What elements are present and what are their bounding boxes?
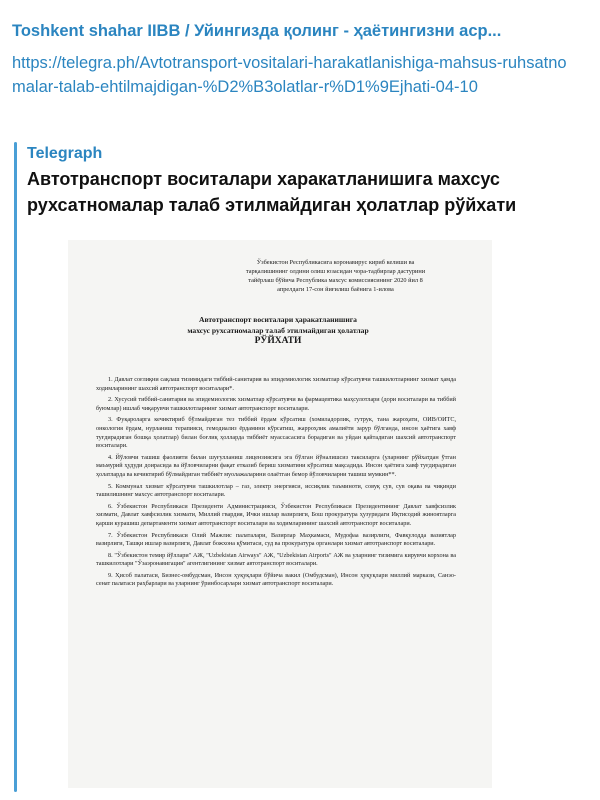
message-title[interactable]: Toshkent shahar IIBB / Уйингизда қолинг - ҳаётингизни аср... bbox=[12, 22, 502, 40]
document-item: 8. "Ўзбекистон темир йўллари" АЖ, "Uzbekistan Airways" АЖ, "Uzbekistan Airports" АЖ ва уларнинг тизимига кирувчи корхона ва ташкилотлари "Ўзаэронавигация" агентлигининг хизмат автотранспорт воситалари. bbox=[96, 551, 456, 568]
document-item: 4. Йўловчи ташиш фаолияти билан шуғулланиш лицензиясига эга бўлган йўналишсиз таксиларга (уларнинг рўйхатдан ўтган маъмурий ҳудуди доирасида ва йўловчиларни фақат етказиб бериш хизматини кўрсатиш мақсадида. Инсон ҳаётига хавф туғдирадиган ҳолатларда ва кечиктириб бўлмайдиган тиббиёт муолажаларини олаётган бемор йўловчиларни ташиш мумкин**. bbox=[96, 453, 456, 478]
document-title-line-1: Автотранспорт воситалари ҳаракатланишига bbox=[199, 315, 357, 324]
document-body bbox=[96, 376, 456, 592]
document-item: 2. Хусусий тиббий-санитария ва эпидемиологик хизматлар кўрсатувчи ва фармацевтика маҳсулотлари (дори воситалари ва тиббий буюмлар) ишлаб чиқарувчи ташкилотларнинг хизмат автотранспорт воситалари. bbox=[96, 396, 456, 412]
document-title-line-3: РЎЙХАТИ bbox=[254, 336, 302, 346]
document-item: 6. Ўзбекистон Республикаси Президенти Администрацияси, Ўзбекистон Республикаси Президентининг Давлат хавфсизлик хизмати, Давлат хавфсизлик хизмати, Миллий гвардия, Ички ишлар вазирлиги, Бош прокуратура ҳузуридаги Иқтисодий жиноятларга қарши курашиш департаменти хизмат автотранспорт воситалари ва ходимларининг шахсий автотранспорт воситалари. bbox=[96, 502, 456, 527]
link-preview-accent-bar bbox=[14, 142, 17, 792]
document-header: Ўзбекистон Республикасига коронавирус кириб келиши ва тарқалишининг олдини олиш юзасидан чора-тадбирлар дастурини тайёрлаш бўйича Республика махсус комиссиясининг 2020 йил 8 апрелдаги 17-сон йиғилиш баёнига 1-илова bbox=[245, 259, 426, 293]
document-item: 3. Фуқароларга кечиктириб бўлмайдиган тез тиббий ёрдам кўрсатиш (хомиладорлик, гутрук, тана жароҳати, ОИВ/ОИТС, онкология ёрдам, нурланиш терапияси, гемодиализ ёрдамини кўрсатиш, жарроҳлик амалиёти зарур бўлганда, инсон ҳаётига хавф туғдирадиган бошқа ҳолатлар) билан боғлиқ ҳолларда тиббиёт муассасасига борадиган ва уйдан қайтадиган шахсий автотранспорт воситалари. bbox=[96, 416, 456, 450]
document-item: 5. Коммунал хизмат кўрсатувчи ташкилотлар – газ, электр энергияси, иссиқлик таъминоти, совуқ сув, сув оқава ва чиқинди ташилишнинг махсус автотранспорт воситалари. bbox=[96, 482, 456, 499]
preview-title[interactable]: Автотранспорт воситалари харакатланишига махсус рухсатномалар талаб этилмайдиган ҳолатлар рўйхати bbox=[27, 169, 517, 215]
preview-document-image[interactable] bbox=[68, 240, 492, 788]
document-item: 1. Давлат соғлиқни сақлаш тизимидаги тиббий-санитария ва эпидемиологик хизматлар кўрсатувчи ташкилотларнинг хизмат ҳамда ходимларининг шахсий автотранспорт воситалари*. bbox=[96, 376, 456, 392]
document-title bbox=[108, 314, 448, 347]
document-item: 7. Ўзбекистон Республикаси Олий Мажлис палаталари, Вазирлар Маҳкамаси, Мудофаа вазирлиги, Фавқулодда вазиятлар вазирлиги, Ташқи ишлар вазирлиги, Давлат божхона қўмитаси, суд ва прокуратура органлари хизмат автотранспорт воситалари. bbox=[96, 531, 456, 548]
document-title-line-2: махсус рухсатномалар талаб этилмайдиган ҳолатлар bbox=[187, 326, 369, 335]
document-item: 9. Ҳисоб палатаси, Бизнес-омбудсман, Инсон ҳуқуқлари бўйича вакил (Омбудсман), Инсон ҳуқуқлари миллий маркази, Санэо-сенат палатаси раҳбарлари ва уларнинг ўринбосарлари хизмат автотранспорт воситалари. bbox=[96, 571, 456, 588]
message-link[interactable]: https://telegra.ph/Avtotransport-vositalari-harakatlanishiga-mahsus-ruhsatnomalar-talab-ehtilmajdigan-%D2%B3olatlar-r%D1%9Ejhati-04-10 bbox=[12, 54, 567, 96]
preview-site-name[interactable]: Telegraph bbox=[27, 145, 103, 162]
